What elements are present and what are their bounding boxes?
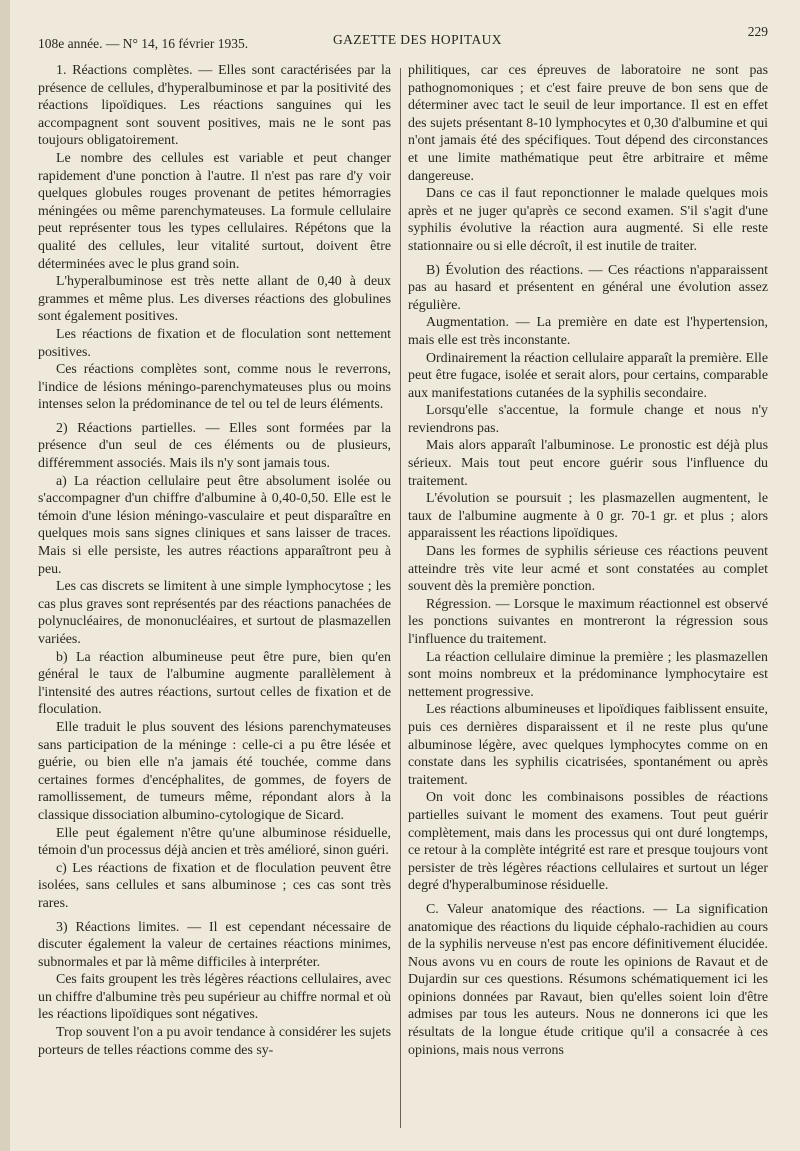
journal-title: GAZETTE DES HOPITAUX xyxy=(333,32,502,47)
paragraph: On voit donc les combinaisons possibles de réactions partielles suivant le moment des examens. Tout peut guérir complètement, mais dans les processus qui ont duré longtemps, ce retour à la complète intégrité est rare et presque toujours vont persister de très légères réactions cellulaires et surtout un léger degré d'hyperalbuminose résiduelle. xyxy=(408,790,768,894)
column-divider xyxy=(400,68,401,1128)
paragraph: Régression. — Lorsque le maximum réactionnel est observé les ponctions suivantes en montreront la régression sous l'influence du traitement. xyxy=(408,596,768,647)
paragraph: Lorsqu'elle s'accentue, la formule change et nous n'y reviendrons pas. xyxy=(408,403,768,436)
paragraph: Ces faits groupent les très légères réactions cellulaires, avec un chiffre d'albumine très peu supérieur au chiffre normal et où les réactions lipoïdiques sont négatives. xyxy=(38,972,391,1023)
section-heading-evolution: B) Évolution des réactions. — Ces réactions n'apparaissent pas au hasard et présentent en général une évolution assez régulière. xyxy=(408,262,768,313)
paragraph: Dans les formes de syphilis sérieuse ces réactions peuvent atteindre très vite leur acmé et sont constatées au complet souvent dès la première ponction. xyxy=(408,544,768,595)
paragraph: Elle traduit le plus souvent des lésions parenchymateuses sans participation de la méninge : celle-ci a pu être lésée et guérie, ou bien elle n'a jamais été touchée, comme dans certaines formes d'encéphalites, de gommes, de foyers de ramollissement, de tumeurs même, répondant alors à la classique dissociation albumino-cytologique de Sicard. xyxy=(38,719,391,823)
paragraph: Les réactions de fixation et de floculation sont nettement positives. xyxy=(38,326,391,360)
paragraph: L'hyperalbuminose est très nette allant de 0,40 à deux grammes et même plus. Les diverses réactions des globulines sont également positives. xyxy=(38,274,391,325)
paragraph: 2) Réactions partielles. — Elles sont formées par la présence d'un seul de ces éléments ou de plusieurs, différemment associés. Mais ils n'y sont jamais tous. xyxy=(38,420,391,472)
paragraph: La réaction cellulaire diminue la première ; les plasmazellen sont moins nombreux et la prédominance lymphocytaire est nettement progressive. xyxy=(408,649,768,700)
paragraph: 1. Réactions complètes. — Elles sont caractérisées par la présence de cellules, d'hyperalbuminose et par la positivité des réactions lipoïdiques. Les réactions sanguines qui les accompagnent sont souvent positives, mais ne le sont pas toujours obligatoirement. xyxy=(38,63,391,149)
paragraph: Dans ce cas il faut reponctionner le malade quelques mois après et ne juger qu'après ce second examen. S'il s'agit d'une syphilis évolutive la réaction aura augmenté. Si elle reste stationnaire ou si elle décroît, il est inutile de traiter. xyxy=(408,186,768,254)
right-column xyxy=(408,62,768,1059)
paragraph: c) Les réactions de fixation et de floculation peuvent être isolées, sans cellules et sans albuminose ; ces cas sont très rares. xyxy=(38,860,391,911)
paragraph: philitiques, car ces épreuves de laboratoire ne sont pas pathognomoniques ; et c'est faire preuve de bon sens que de déterminer avec tact le seuil de leur importance. Il est en effet des sujets présentant 8-10 lymphocytes et 0,30 d'albumine et qui n'ont jamais été des spécifiques. Tout dépend des circonstances et une limite mathématique peut être arbitraire et même dangereuse. xyxy=(408,63,768,184)
paragraph: Les cas discrets se limitent à une simple lymphocytose ; les cas plus graves sont représentés par des réactions panachées de polynucléaires, de mononucléaires, et surtout de plasmazellen variées. xyxy=(38,579,391,647)
paragraph: Augmentation. — La première en date est l'hypertension, mais elle est très inconstante. xyxy=(408,315,768,348)
left-column xyxy=(38,62,391,1059)
paragraph: Ordinairement la réaction cellulaire apparaît la première. Elle peut être fugace, isolée et serait alors, pour certains, comparable aux manifestations cutanées de la syphilis secondaire. xyxy=(408,350,768,401)
section-heading-anatomique: C. Valeur anatomique des réactions. — La signification anatomique des réactions du liquide céphalo-rachidien au cours de la syphilis nerveuse n'est pas encore définitivement élucidée. Nous avons vu en cours de route les opinions de Ravaut et de Dujardin sur ces questions. Résumons schématiquement ici les opinions données par Ravaut, bien qu'elles soient loin d'être admises par tous les auteurs. Nous ne donnerons ici que les résultats de la longue étude critique qu'il a consacrée à ces opinions, mais nous verrons xyxy=(408,901,768,1058)
paragraph: Le nombre des cellules est variable et peut changer rapidement d'une ponction à l'autre. Il n'est pas rare d'y voir quelques globules rouges provenant de petites hémorragies méningées ou même parenchymateuses. La formule cellulaire peut représenter tous les types cellulaires. Répétons que la qualité des cellules, leur vitalité surtout, doivent être déterminées avec le plus grand soin. xyxy=(38,150,391,272)
page-number: 229 xyxy=(747,24,768,39)
paragraph: Elle peut également n'être qu'une albuminose résiduelle, témoin d'un processus déjà ancien et très amélioré, sinon guéri. xyxy=(38,825,391,859)
issue-info: 108e année. — N° 14, 16 février 1935. xyxy=(38,36,249,51)
newspaper-page xyxy=(10,0,800,1151)
page-header xyxy=(38,24,768,54)
paragraph: Trop souvent l'on a pu avoir tendance à considérer les sujets porteurs de telles réactions comme des sy- xyxy=(38,1025,391,1058)
paragraph: Ces réactions complètes sont, comme nous le reverrons, l'indice de lésions méningo-parenchymateuses plus ou moins intenses selon la prédominance de tel ou tel de leurs éléments. xyxy=(38,362,391,413)
paragraph: Mais alors apparaît l'albuminose. Le pronostic est déjà plus sérieux. Mais tout peut encore guérir sous l'influence du traitement. xyxy=(408,438,768,489)
paragraph: 3) Réactions limites. — Il est cependant nécessaire de discuter également la valeur de certaines réactions minimes, subnormales et par là même difficiles à interpréter. xyxy=(38,919,391,970)
paragraph: L'évolution se poursuit ; les plasmazellen augmentent, le taux de l'albumine augmente à 0 gr. 70-1 gr. et plus ; alors apparaissent les réactions lipoïdiques. xyxy=(408,491,768,542)
paragraph: b) La réaction albumineuse peut être pure, bien qu'en général le taux de l'albumine augmente parallèlement à l'intensité des autres réactions, surtout celles de fixation et de floculation. xyxy=(38,649,391,718)
paragraph: a) La réaction cellulaire peut être absolument isolée ou s'accompagner d'un chiffre d'albumine à 0,40-0,50. Elle est le témoin d'une lésion méningo-vasculaire et peut disparaître en quelques mois sans signes cliniques et sans laisser de traces. Mais si elle persiste, les autres réactions apparaîtront peu à peu. xyxy=(38,473,391,577)
paragraph: Les réactions albumineuses et lipoïdiques faiblissent ensuite, puis ces dernières disparaissent et il ne reste plus qu'une albuminose légère, avec quelques lymphocytes comme on en constate dans les syphilis cicatrisées, spontanément ou après traitement. xyxy=(408,702,768,788)
